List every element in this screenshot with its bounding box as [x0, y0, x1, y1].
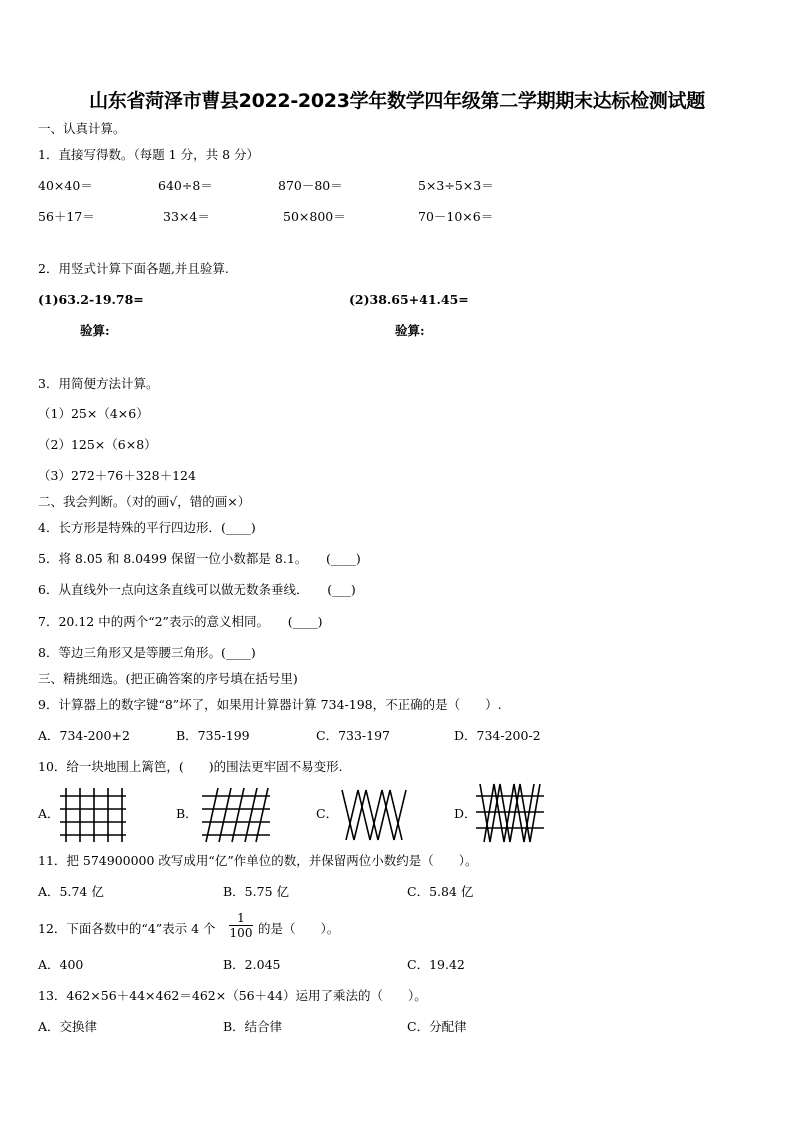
- q3-item: （3）272＋76＋328＋124: [38, 468, 196, 483]
- question-13: 13．462×56＋44×462＝462×（56＋44）运用了乘法的（ ）。: [38, 988, 427, 1003]
- question-10: 10．给一块地围上篱笆，( )的围法更牢固不易变形.: [38, 759, 343, 774]
- question-6: 6．从直线外一点向这条直线可以做无数条垂线． (___): [38, 582, 356, 597]
- question-7: 7．20.12 中的两个“2”表示的意义相同。 (____): [38, 614, 323, 629]
- fence-figure-d: [476, 782, 544, 844]
- section-3-heading: 三、精挑细选。(把正确答案的序号填在括号里): [38, 671, 298, 686]
- q2-check-1: 验算:: [80, 323, 110, 338]
- q3-item: （2）125×（6×8）: [38, 437, 157, 452]
- q1-item: 33×4＝: [163, 209, 210, 224]
- q1-item: 640÷8＝: [158, 178, 213, 193]
- fence-figure-b: [200, 786, 270, 844]
- q10-option-label: B．: [176, 806, 198, 821]
- question-3: 3．用简便方法计算。: [38, 376, 159, 391]
- fraction-denominator: 100: [229, 926, 253, 940]
- q12-option: B．2.045: [223, 957, 281, 972]
- q1-item: 50×800＝: [283, 209, 346, 224]
- question-12-tail: 的是（ ）。: [258, 921, 340, 936]
- q12-option: A．400: [38, 957, 84, 972]
- q11-option: B．5.75 亿: [223, 884, 289, 899]
- section-1-heading: 一、认真计算。: [38, 121, 126, 136]
- question-11: 11．把 574900000 改写成用“亿”作单位的数，并保留两位小数约是（ ）。: [38, 853, 478, 868]
- q10-option-label: D．: [454, 806, 477, 821]
- fence-figure-c: [340, 786, 408, 844]
- q13-option: B．结合律: [223, 1019, 283, 1034]
- q1-item: 70－10×6＝: [418, 209, 494, 224]
- fence-figure-a: [60, 786, 126, 844]
- section-2-heading: 二、我会判断。（对的画√，错的画×）: [38, 494, 251, 509]
- question-4: 4．长方形是特殊的平行四边形．(____): [38, 520, 256, 535]
- question-12: 12．下面各数中的“4”表示 4 个: [38, 921, 216, 936]
- q9-option: D．734-200-2: [454, 728, 541, 743]
- question-9: 9．计算器上的数字键“8”坏了，如果用计算器计算 734-198，不正确的是（ ）.: [38, 697, 502, 712]
- q2-check-2: 验算:: [395, 323, 425, 338]
- q11-option: C．5.84 亿: [407, 884, 474, 899]
- q13-option: C．分配律: [407, 1019, 467, 1034]
- question-8: 8．等边三角形又是等腰三角形。(____): [38, 645, 256, 660]
- q9-option: B．735-199: [176, 728, 250, 743]
- q13-option: A．交换律: [38, 1019, 98, 1034]
- q1-item: 870－80＝: [278, 178, 343, 193]
- q2-part-2: (2)38.65+41.45=: [349, 292, 469, 307]
- q10-option-label: A．: [38, 806, 60, 821]
- exam-title: 山东省菏泽市曹县2022-2023学年数学四年级第二学期期末达标检测试题: [89, 90, 705, 112]
- question-5: 5．将 8.05 和 8.0499 保留一位小数都是 8.1。 (____): [38, 551, 361, 566]
- fraction-one-hundredth: [228, 911, 254, 940]
- q1-item: 40×40＝: [38, 178, 93, 193]
- q10-option-label: C．: [316, 806, 339, 821]
- q11-option: A．5.74 亿: [38, 884, 104, 899]
- q9-option: A．734-200+2: [38, 728, 130, 743]
- fraction-numerator: 1: [237, 911, 245, 925]
- q1-item: 56＋17＝: [38, 209, 95, 224]
- question-1: 1．直接写得数。（每题 1 分，共 8 分）: [38, 147, 260, 162]
- q1-item: 5×3÷5×3＝: [418, 178, 494, 193]
- question-2: 2．用竖式计算下面各题,并且验算.: [38, 261, 229, 276]
- q3-item: （1）25×（4×6）: [38, 406, 149, 421]
- q9-option: C．733-197: [316, 728, 391, 743]
- q12-option: C．19.42: [407, 957, 465, 972]
- q2-part-1: (1)63.2-19.78=: [38, 292, 144, 307]
